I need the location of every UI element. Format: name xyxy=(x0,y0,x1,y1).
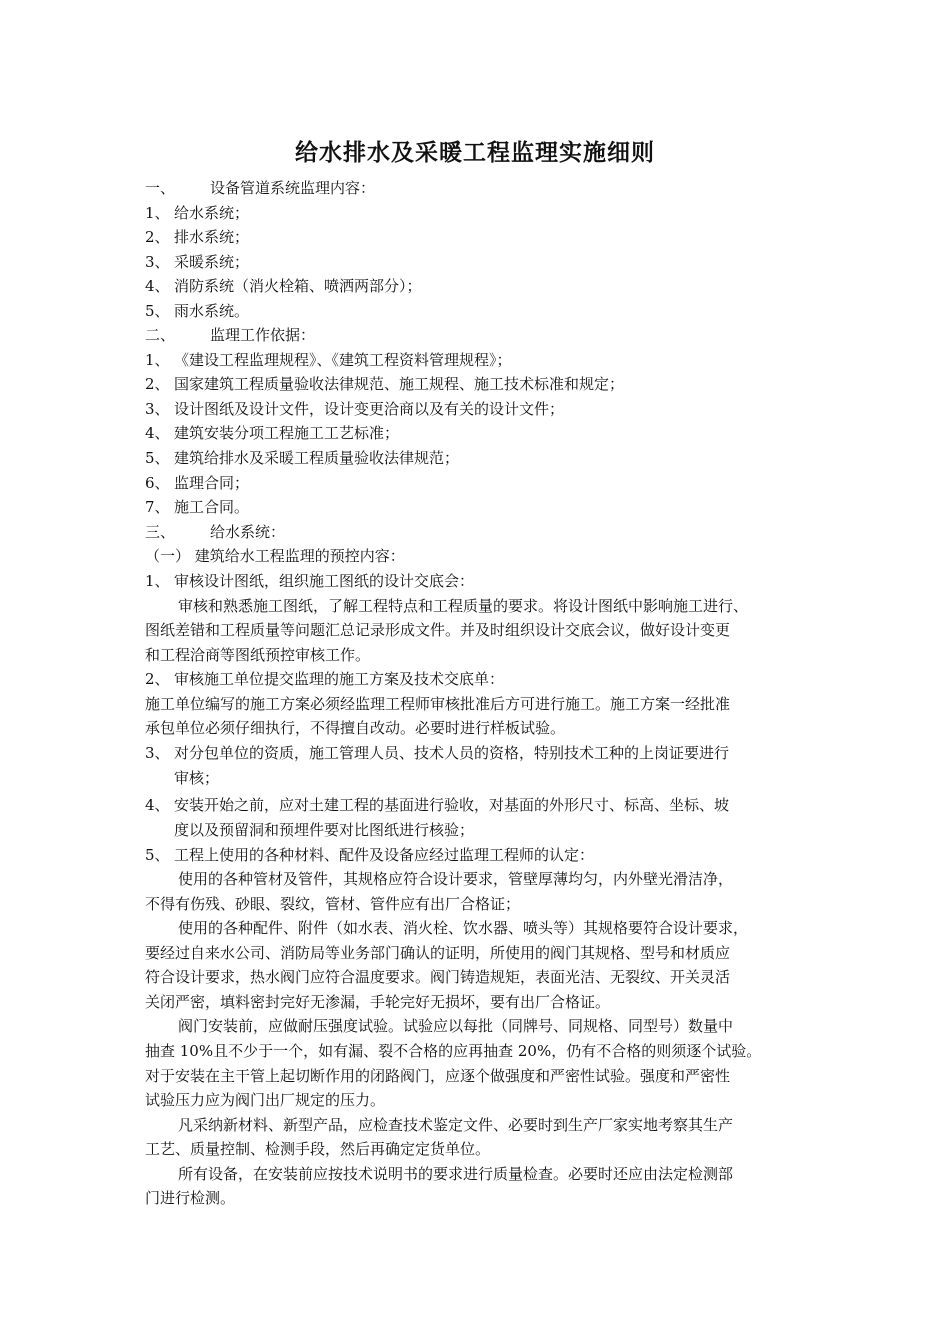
paragraph-line: 门进行检测。 xyxy=(145,1189,236,1207)
item-number: 1、 xyxy=(145,572,170,590)
item-text: 消防系统（消火栓箱、喷洒两部分）； xyxy=(174,277,422,295)
item-number: 4、 xyxy=(145,424,170,442)
item-number: 1、 xyxy=(145,204,170,222)
item-text: 审核设计图纸，组织施工图纸的设计交底会： xyxy=(174,572,475,590)
item-number: 2、 xyxy=(145,228,170,246)
item-text: 《建设工程监理规程》、《建筑工程资料管理规程》； xyxy=(174,351,512,369)
paragraph-line: 不得有伤残、砂眼、裂纹，管材、管件应有出厂合格证； xyxy=(145,895,521,913)
section-number: 一、 xyxy=(145,179,176,197)
item-text: 监理合同； xyxy=(174,474,250,492)
paragraph-line: 度以及预留洞和预埋件要对比图纸进行核验； xyxy=(174,821,475,839)
list-item xyxy=(145,301,249,323)
paragraph-line: 图纸差错和工程质量等问题汇总记录形成文件。并及时组织设计交底会议，做好设计变更 xyxy=(145,621,731,639)
subsection-heading: （一） 建筑给水工程监理的预控内容： xyxy=(145,547,405,565)
list-item xyxy=(145,252,249,274)
list-item xyxy=(145,795,729,817)
paragraph-line: 审核； xyxy=(174,769,220,787)
list-item xyxy=(145,203,249,225)
section-number: 三、 xyxy=(145,523,176,541)
section-text: 给水系统： xyxy=(210,523,286,541)
item-number: 6、 xyxy=(145,474,170,492)
paragraph-line: 所有设备，在安装前应按技术说明书的要求进行质量检查。必要时还应由法定检测部 xyxy=(178,1165,734,1183)
section-heading xyxy=(145,178,375,200)
list-item xyxy=(145,845,594,867)
paragraph-line: 承包单位必须仔细执行，不得擅自改动。必要时进行样板试验。 xyxy=(145,719,566,737)
document-title: 给水排水及采暖工程监理实施细则 xyxy=(295,139,655,166)
item-text: 建筑给排水及采暖工程质量验收法律规范； xyxy=(174,449,460,467)
item-text: 国家建筑工程质量验收法律规范、施工规程、施工技术标准和规定； xyxy=(174,375,625,393)
paragraph-line: 和工程洽商等图纸预控审核工作。 xyxy=(145,646,371,664)
item-number: 3、 xyxy=(145,400,170,418)
list-item xyxy=(145,473,249,495)
item-text: 建筑安装分项工程施工工艺标准； xyxy=(174,424,400,442)
item-number: 3、 xyxy=(145,253,170,271)
item-text: 工程上使用的各种材料、配件及设备应经过监理工程师的认定： xyxy=(174,846,595,864)
item-number: 5、 xyxy=(145,302,170,320)
item-text: 雨水系统。 xyxy=(174,302,250,320)
paragraph-line: 凡采纳新材料、新型产品，应检查技术鉴定文件、必要时到生产厂家实地考察其生产 xyxy=(178,1116,734,1134)
item-number: 2、 xyxy=(145,375,170,393)
list-item xyxy=(145,423,399,445)
item-number: 4、 xyxy=(145,796,170,814)
list-item xyxy=(145,743,729,765)
item-text: 给水系统； xyxy=(174,204,250,222)
item-number: 3、 xyxy=(145,744,170,762)
item-text: 设计图纸及设计文件，设计变更洽商以及有关的设计文件； xyxy=(174,400,565,418)
section-number: 二、 xyxy=(145,326,176,344)
item-number: 2、 xyxy=(145,670,170,688)
section-heading xyxy=(145,522,285,544)
paragraph-line: 施工单位编写的施工方案必须经监理工程师审核批准后方可进行施工。施工方案一经批准 xyxy=(145,695,731,713)
list-item xyxy=(145,227,249,249)
item-number: 4、 xyxy=(145,277,170,295)
list-item xyxy=(145,497,249,519)
item-number: 5、 xyxy=(145,846,170,864)
section-text: 设备管道系统监理内容： xyxy=(210,179,376,197)
section-heading xyxy=(145,325,315,347)
paragraph-line: 试验压力应为阀门出厂规定的压力。 xyxy=(145,1091,386,1109)
section-text: 监理工作依据： xyxy=(210,326,316,344)
list-item xyxy=(145,571,474,593)
list-item xyxy=(145,350,512,372)
item-number: 7、 xyxy=(145,498,170,516)
item-number: 5、 xyxy=(145,449,170,467)
paragraph-line: 审核和熟悉施工图纸，了解工程特点和工程质量的要求。将设计图纸中影响施工进行、 xyxy=(178,597,749,615)
item-text: 排水系统； xyxy=(174,228,250,246)
item-text: 采暖系统； xyxy=(174,253,250,271)
list-item xyxy=(145,669,504,691)
item-text: 审核施工单位提交监理的施工方案及技术交底单： xyxy=(174,670,505,688)
paragraph-line: 阀门安装前，应做耐压强度试验。试验应以每批（同牌号、同规格、同型号）数量中 xyxy=(178,1017,734,1035)
paragraph-line: 工艺、质量控制、检测手段，然后再确定定货单位。 xyxy=(145,1140,491,1158)
paragraph-line: 要经过自来水公司、消防局等业务部门确认的证明，所使用的阀门其规格、型号和材质应 xyxy=(145,944,731,962)
list-item xyxy=(145,448,459,470)
paragraph-line: 关闭严密，填料密封完好无渗漏，手轮完好无损坏，要有出厂合格证。 xyxy=(145,993,611,1011)
paragraph-line: 使用的各种配件、附件（如水表、消火栓、饮水器、喷头等）其规格要符合设计要求， xyxy=(178,919,749,937)
paragraph-line: 符合设计要求，热水阀门应符合温度要求。阀门铸造规矩，表面光洁、无裂纹、开关灵活 xyxy=(145,968,731,986)
list-item xyxy=(145,374,624,396)
item-text: 施工合同。 xyxy=(174,498,250,516)
item-text: 对分包单位的资质，施工管理人员、技术人员的资格，特别技术工种的上岗证要进行 xyxy=(174,744,730,762)
item-text: 安装开始之前，应对土建工程的基面进行验收，对基面的外形尺寸、标高、坐标、坡 xyxy=(174,796,730,814)
item-number: 1、 xyxy=(145,351,170,369)
paragraph-line: 抽查 10%且不少于一个，如有漏、裂不合格的应再抽查 20%，仍有不合格的则须逐个试验。 xyxy=(145,1042,762,1060)
paragraph-line: 对于安装在主干管上起切断作用的闭路阀门，应逐个做强度和严密性试验。强度和严密性 xyxy=(145,1067,731,1085)
list-item xyxy=(145,276,422,298)
list-item xyxy=(145,399,564,421)
paragraph-line: 使用的各种管材及管件，其规格应符合设计要求，管壁厚薄均匀，内外壁光滑洁净， xyxy=(178,870,734,888)
